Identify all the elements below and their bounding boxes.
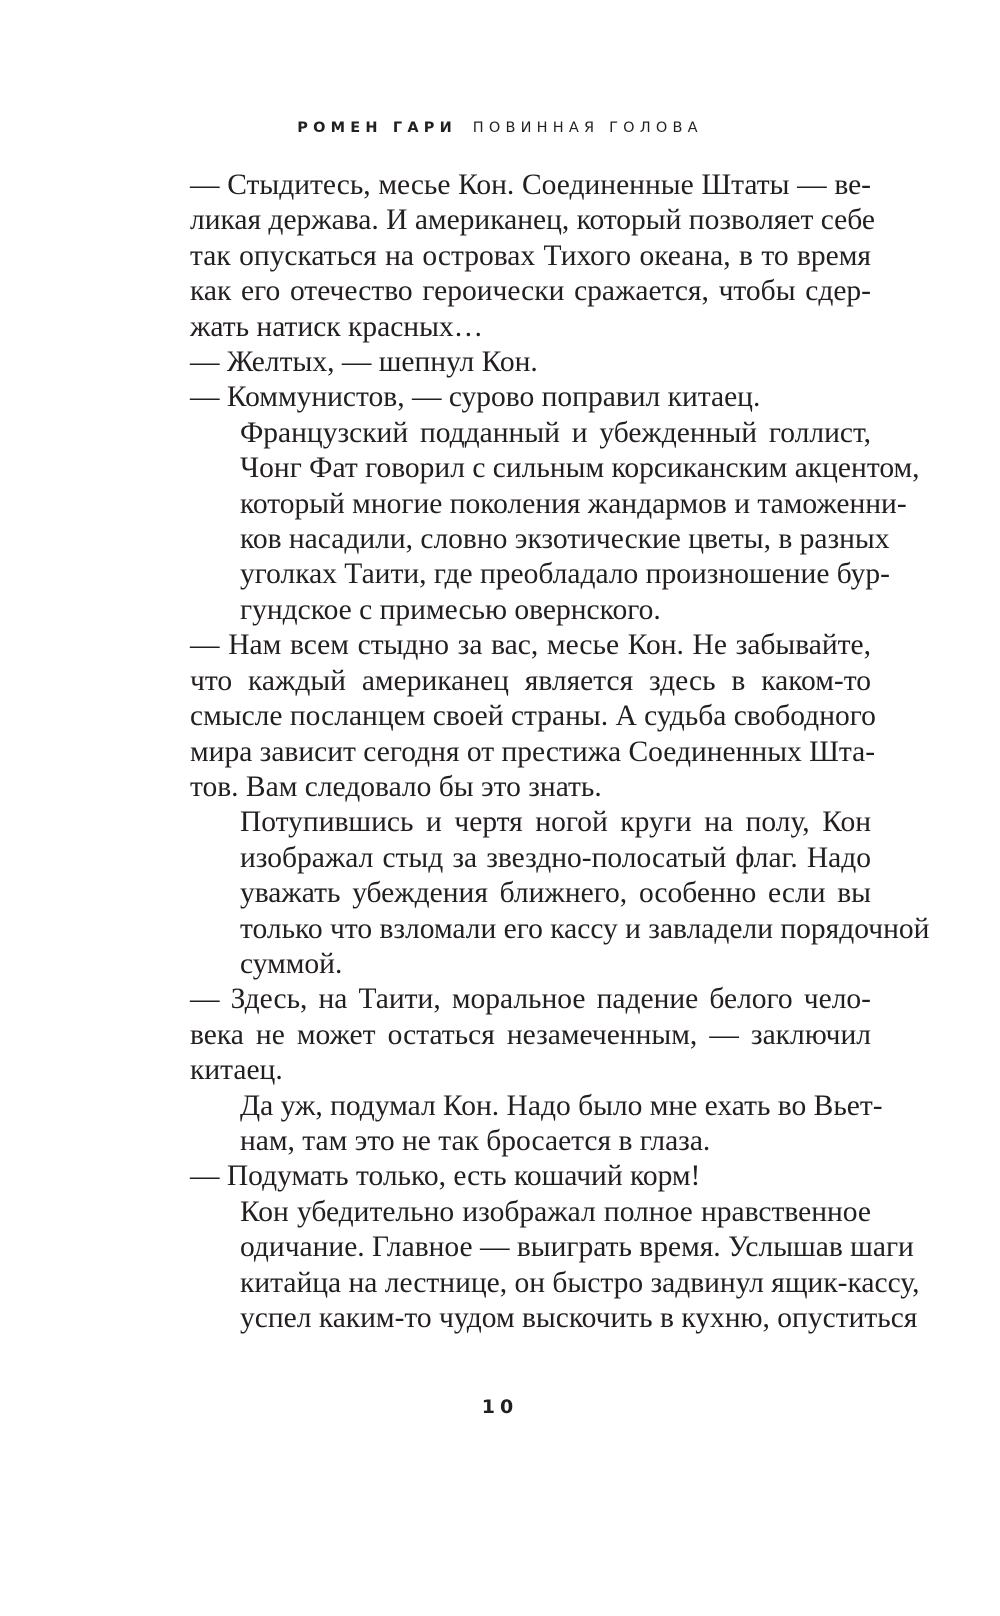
dialogue-paragraph [190, 380, 871, 415]
text-line: одичание. Главное — выиграть время. Услышав шаги [240, 1231, 914, 1264]
text-line: тов. Вам следовало бы это знать. [190, 770, 602, 803]
text-line: Потупившись и чертя ногой круги на полу, Кон [240, 806, 871, 839]
text-line: как его отечество героически сражается, чтобы сдер- [190, 275, 871, 308]
narrative-paragraph [190, 805, 930, 982]
text-line: суммой. [240, 947, 343, 980]
dialogue-paragraph [190, 628, 876, 805]
body-text [190, 168, 930, 1336]
text-line: — Подумать только, есть кошачий корм! [190, 1160, 701, 1193]
text-line: смысле посланцем своей страны. А судьба свободного [190, 700, 876, 733]
text-line: китаец. [190, 1054, 283, 1087]
text-line: ков насадили, словно экзотические цветы, в разных [240, 523, 890, 556]
text-line: жать натиск красных… [190, 310, 484, 343]
running-head-title: ПОВИННАЯ ГОЛОВА [472, 120, 703, 136]
text-line: изображал стыд за звездно-полосатый флаг. Надо [240, 841, 871, 874]
text-line: так опускаться на островах Тихого океана, в то время [190, 239, 871, 272]
text-line: успел каким-то чудом выскочить в кухню, опуститься [240, 1302, 918, 1334]
narrative-paragraph [190, 416, 920, 628]
dialogue-paragraph [190, 345, 871, 380]
dialogue-paragraph [190, 982, 871, 1088]
running-head [0, 118, 1000, 138]
narrative-paragraph [190, 1195, 920, 1337]
text-line: ликая держава. И американец, который позволяет себе [190, 204, 875, 237]
text-line: мира зависит сегодня от престижа Соединенных Шта- [190, 735, 876, 768]
dialogue-paragraph [190, 168, 875, 345]
text-line: уголках Таити, где преобладало произношение бур- [240, 558, 891, 591]
text-line: Кон убедительно изображал полное нравственное [240, 1195, 871, 1228]
running-head-author: РОМЕН ГАРИ [297, 120, 457, 136]
text-line: Французский подданный и убежденный голлист, [240, 416, 871, 449]
text-line: века не может остаться незамеченным, — заключил [190, 1018, 871, 1051]
narrative-paragraph [190, 1089, 883, 1160]
text-line: Чонг Фат говорил с сильным корсиканским акцентом, [240, 452, 920, 485]
text-line: что каждый американец является здесь в каком-то [190, 664, 871, 697]
text-line: — Желтых, — шепнул Кон. [190, 346, 538, 379]
text-line: нам, там это не так бросается в глаза. [240, 1124, 711, 1157]
text-line: — Коммунистов, — сурово поправил китаец. [190, 381, 761, 414]
text-line: Да уж, подумал Кон. Надо было мне ехать во Вьет- [240, 1089, 883, 1122]
page-number: 10 [481, 1396, 519, 1418]
text-line: только что взломали его кассу и завладели порядочной [240, 912, 930, 945]
text-line: китайца на лестнице, он быстро задвинул ящик-кассу, [240, 1266, 920, 1299]
text-line: — Нам всем стыдно за вас, месье Кон. Не забывайте, [190, 629, 871, 662]
dialogue-paragraph [190, 1159, 871, 1194]
text-line: гундское с примесью овернского. [240, 593, 661, 626]
text-line: уважать убеждения ближнего, особенно если вы [240, 877, 871, 910]
text-line: который многие поколения жандармов и таможенни- [240, 487, 907, 520]
text-line: — Здесь, на Таити, моральное падение белого чело- [190, 983, 871, 1016]
text-line: — Стыдитесь, месье Кон. Соединенные Штаты — ве- [190, 169, 871, 201]
